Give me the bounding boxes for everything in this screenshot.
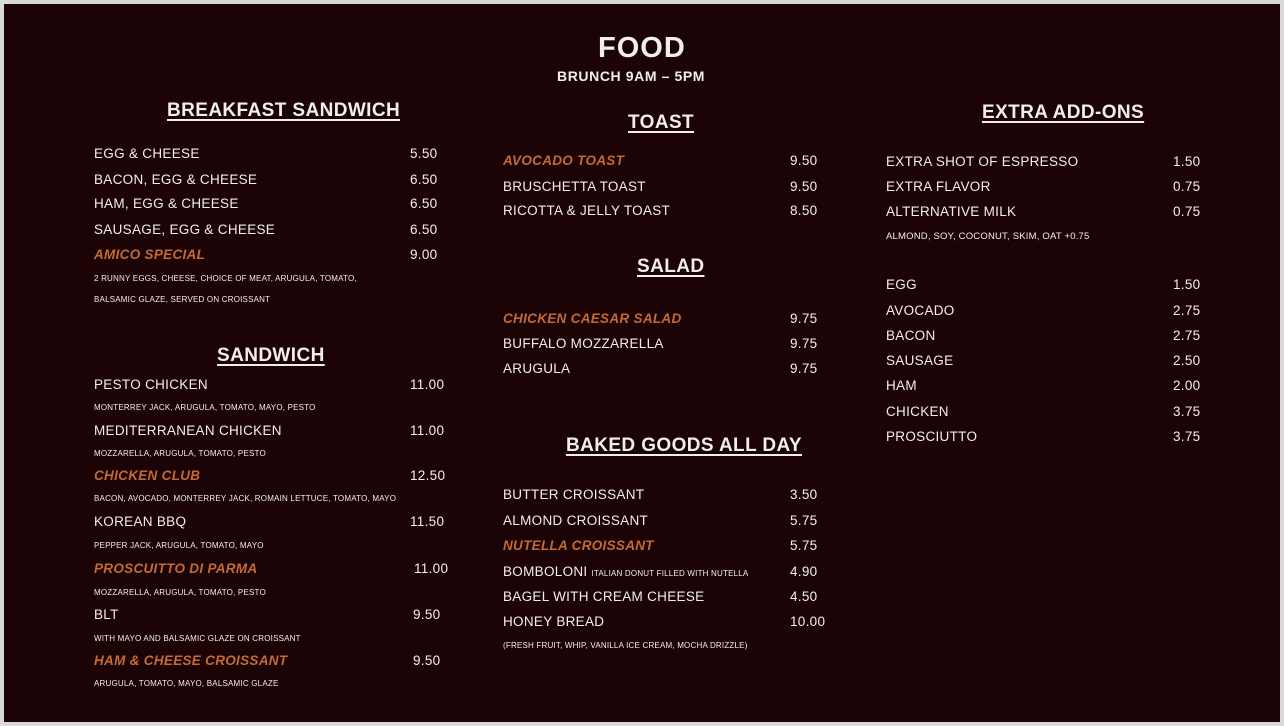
menu-item-price: 3.75 [1173, 429, 1201, 444]
menu-item-name: SAUSAGE, EGG & CHEESE [94, 222, 276, 237]
menu-item-price: 4.90 [790, 564, 818, 579]
menu-item-special-name: AMICO SPECIAL [94, 247, 206, 262]
menu-item-description: MONTERREY JACK, ARUGULA, TOMATO, MAYO, PESTO [94, 403, 316, 412]
menu-item-price: 6.50 [410, 222, 438, 237]
menu-item-name: HAM [886, 378, 917, 393]
menu-item-price: 5.50 [410, 146, 438, 161]
menu-title: FOOD [598, 32, 686, 64]
menu-item-special-name: CHICKEN CLUB [94, 468, 201, 483]
menu-item-name: HAM, EGG & CHEESE [94, 196, 239, 211]
menu-item-price: 5.75 [790, 538, 818, 553]
menu-item-price: 9.50 [790, 179, 818, 194]
menu-item-special-name: CHICKEN CAESAR SALAD [503, 311, 682, 326]
menu-item-name: ALTERNATIVE MILK [886, 204, 1017, 219]
menu-item-name: ARUGULA [503, 361, 571, 376]
menu-item-description: ARUGULA, TOMATO, MAYO, BALSAMIC GLAZE [94, 679, 279, 688]
menu-item-price: 9.00 [410, 247, 438, 262]
menu-item-price: 9.75 [790, 311, 818, 326]
menu-item-name: EXTRA FLAVOR [886, 179, 991, 194]
menu-item-name: RICOTTA & JELLY TOAST [503, 203, 671, 218]
menu-item-description: WITH MAYO AND BALSAMIC GLAZE ON CROISSANT [94, 634, 301, 643]
menu-item-name: SAUSAGE [886, 353, 954, 368]
menu-item-price: 2.75 [1173, 303, 1201, 318]
menu-item-price: 12.50 [410, 468, 446, 483]
menu-item-description: PEPPER JACK, ARUGULA, TOMATO, MAYO [94, 541, 264, 550]
menu-item-name: BLT [94, 607, 119, 622]
menu-item-name: AVOCADO [886, 303, 955, 318]
menu-item-name: PROSCIUTTO [886, 429, 978, 444]
menu-item-price: 2.00 [1173, 378, 1201, 393]
menu-item-name: BACON, EGG & CHEESE [94, 172, 258, 187]
menu-item-name: PESTO CHICKEN [94, 377, 208, 392]
menu-item-price: 6.50 [410, 196, 438, 211]
menu-item-price: 4.50 [790, 589, 818, 604]
menu-item-price: 9.75 [790, 336, 818, 351]
menu-item-price: 9.50 [413, 653, 441, 668]
menu-item-name: EGG & CHEESE [94, 146, 200, 161]
menu-item-price: 1.50 [1173, 154, 1201, 169]
section-heading-salad: SALAD [637, 256, 705, 277]
menu-item-description: 2 RUNNY EGGS, CHEESE, CHOICE OF MEAT, ARUGULA, TOMATO, [94, 274, 357, 283]
menu-item-name: BUFFALO MOZZARELLA [503, 336, 664, 351]
menu-item-description: MOZZARELLA, ARUGULA, TOMATO, PESTO [94, 588, 266, 597]
menu-hours: BRUNCH 9AM – 5PM [557, 68, 706, 84]
menu-item-description: ITALIAN DONUT FILLED WITH NUTELLA [591, 569, 749, 578]
menu-item-name: ALMOND CROISSANT [503, 513, 649, 528]
menu-item-name: HONEY BREAD [503, 614, 605, 629]
menu-item-price: 3.75 [1173, 404, 1201, 419]
menu-item-price: 9.75 [790, 361, 818, 376]
menu-item-name: BAGEL WITH CREAM CHEESE [503, 589, 705, 604]
menu-item-description: MOZZARELLA, ARUGULA, TOMATO, PESTO [94, 449, 266, 458]
menu-item-name: EXTRA SHOT OF ESPRESSO [886, 154, 1079, 169]
menu-item-price: 8.50 [790, 203, 818, 218]
menu-item-name: BACON [886, 328, 936, 343]
menu-item-special-name: AVOCADO TOAST [503, 153, 625, 168]
menu-item-name: BRUSCHETTA TOAST [503, 179, 646, 194]
menu-item-price: 11.50 [410, 514, 445, 529]
menu-item-name: KOREAN BBQ [94, 514, 187, 529]
menu-item-price: 10.00 [790, 614, 826, 629]
menu-item-name: BOMBOLONI [503, 564, 588, 579]
menu-item-special-name: HAM & CHEESE CROISSANT [94, 653, 288, 668]
section-heading-extra-add-ons: EXTRA ADD-ONS [982, 102, 1145, 123]
menu-item-name: EGG [886, 277, 917, 292]
section-heading-breakfast: BREAKFAST SANDWICH [167, 100, 401, 121]
menu-item-price: 11.00 [414, 561, 449, 576]
menu-item-price: 1.50 [1173, 277, 1201, 292]
menu-item-price: 9.50 [790, 153, 818, 168]
menu-item-price: 5.75 [790, 513, 818, 528]
menu-item-description: BACON, AVOCADO, MONTERREY JACK, ROMAIN LETTUCE, TOMATO, MAYO [94, 494, 397, 503]
section-heading-baked-goods: BAKED GOODS ALL DAY [566, 435, 802, 456]
menu-item-price: 2.50 [1173, 353, 1201, 368]
section-heading-sandwich: SANDWICH [217, 345, 325, 366]
menu-item-price: 9.50 [413, 607, 441, 622]
menu-item-name: MEDITERRANEAN CHICKEN [94, 423, 282, 438]
menu-item-name-with-description [503, 564, 748, 579]
menu-item-price: 2.75 [1173, 328, 1201, 343]
menu-item-price: 6.50 [410, 172, 438, 187]
menu-item-description: BALSAMIC GLAZE, SERVED ON CROISSANT [94, 295, 271, 304]
section-heading-toast: TOAST [628, 112, 695, 133]
menu-item-price: 0.75 [1173, 204, 1201, 219]
menu-item-price: 11.00 [410, 377, 445, 392]
menu-item-special-name: NUTELLA CROISSANT [503, 538, 654, 553]
menu-item-special-name: PROSCUITTO DI PARMA [94, 561, 258, 576]
menu-board [4, 4, 1280, 722]
menu-item-price: 0.75 [1173, 179, 1201, 194]
menu-item-price: 3.50 [790, 487, 818, 502]
menu-item-name: BUTTER CROISSANT [503, 487, 645, 502]
menu-item-name: CHICKEN [886, 404, 949, 419]
milk-options-note: ALMOND, SOY, COCONUT, SKIM, OAT +0.75 [886, 231, 1090, 242]
menu-item-price: 11.00 [410, 423, 445, 438]
menu-item-description: (FRESH FRUIT, WHIP, VANILLA ICE CREAM, MOCHA DRIZZLE) [503, 641, 748, 650]
